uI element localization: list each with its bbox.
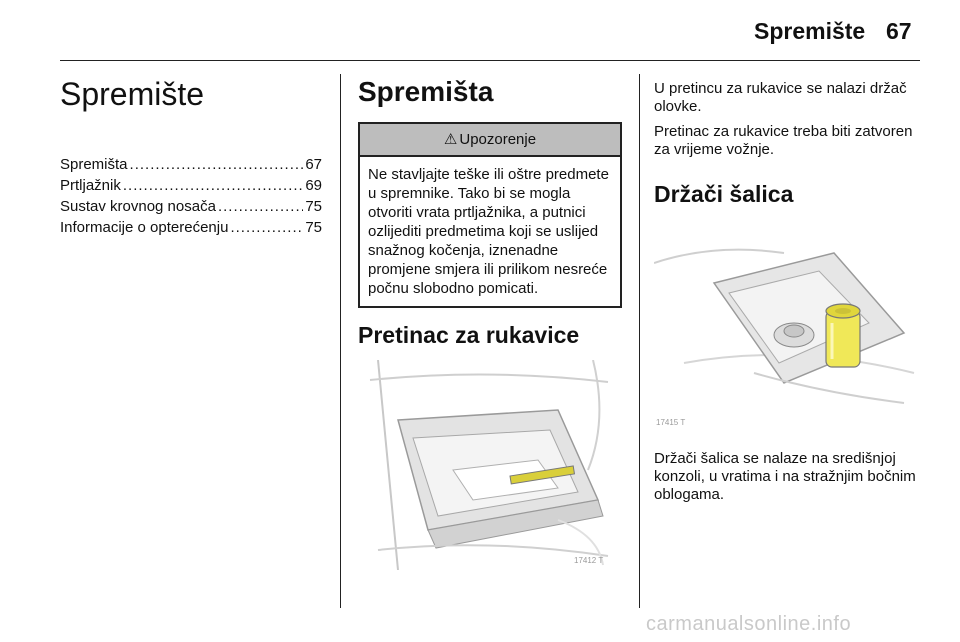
warning-heading: Upozorenje (459, 131, 537, 148)
toc-leader (130, 154, 304, 175)
warning-text: Ne stavljajte teške ili oštre predmete u spremnike. Tako bi se mogla otvoriti vrata prtljažnika, a putnici ozlijediti predmetima koji se uslijed snažnog kočenja, iznenadne promjene smjera ili prilikom nesreće počnu slobodno pomicati. (368, 166, 609, 297)
toc-leader (230, 217, 303, 238)
toc-page: 75 (305, 198, 322, 215)
header-rule (60, 60, 920, 61)
toc-item[interactable] (60, 196, 322, 217)
chapter-title: Spremište (60, 76, 205, 112)
watermark: carmanualsonline.info (646, 613, 852, 635)
column-divider-1 (340, 74, 341, 608)
toc-leader (123, 175, 303, 196)
figure-code: 17412 T (574, 556, 604, 565)
cupholder-illustration (654, 223, 920, 429)
cupholders-title: Držači šalica (654, 181, 794, 207)
toc-label: Spremišta (60, 156, 128, 173)
toc-item[interactable] (60, 217, 322, 238)
warning-icon: ⚠ (443, 131, 458, 148)
warning-header (360, 124, 620, 157)
toc-item[interactable] (60, 175, 322, 196)
toc-label: Sustav krovnog nosača (60, 198, 216, 215)
paragraph: Pretinac za rukavice treba biti zatvoren za vrijeme vožnje. (654, 123, 913, 158)
figure-code: 17415 T (656, 418, 686, 427)
text-column (654, 80, 922, 511)
toc-label: Prtljažnik (60, 177, 121, 194)
paragraph: U pretincu za rukavice se nalazi držač olovke. (654, 80, 907, 115)
toc-item[interactable] (60, 154, 322, 175)
chapter-column (60, 74, 322, 238)
paragraph: Držači šalica se nalaze na središnjoj konzoli, u vratima i na stražnjim bočnim oblogama. (654, 450, 916, 503)
section-title: Spremišta (358, 76, 494, 107)
warning-box (358, 122, 622, 308)
storage-column (358, 74, 622, 575)
toc-page: 67 (305, 156, 322, 173)
toc-leader (218, 196, 303, 217)
toc-page: 75 (305, 219, 322, 236)
table-of-contents (60, 154, 322, 238)
glovebox-illustration (358, 360, 622, 570)
toc-page: 69 (305, 177, 322, 194)
toc-label: Informacije o opterećenju (60, 219, 229, 236)
glovebox-title: Pretinac za rukavice (358, 322, 580, 348)
running-header-title: Spremište (754, 18, 866, 44)
column-divider-2 (639, 74, 640, 608)
page-number: 67 (886, 18, 912, 44)
